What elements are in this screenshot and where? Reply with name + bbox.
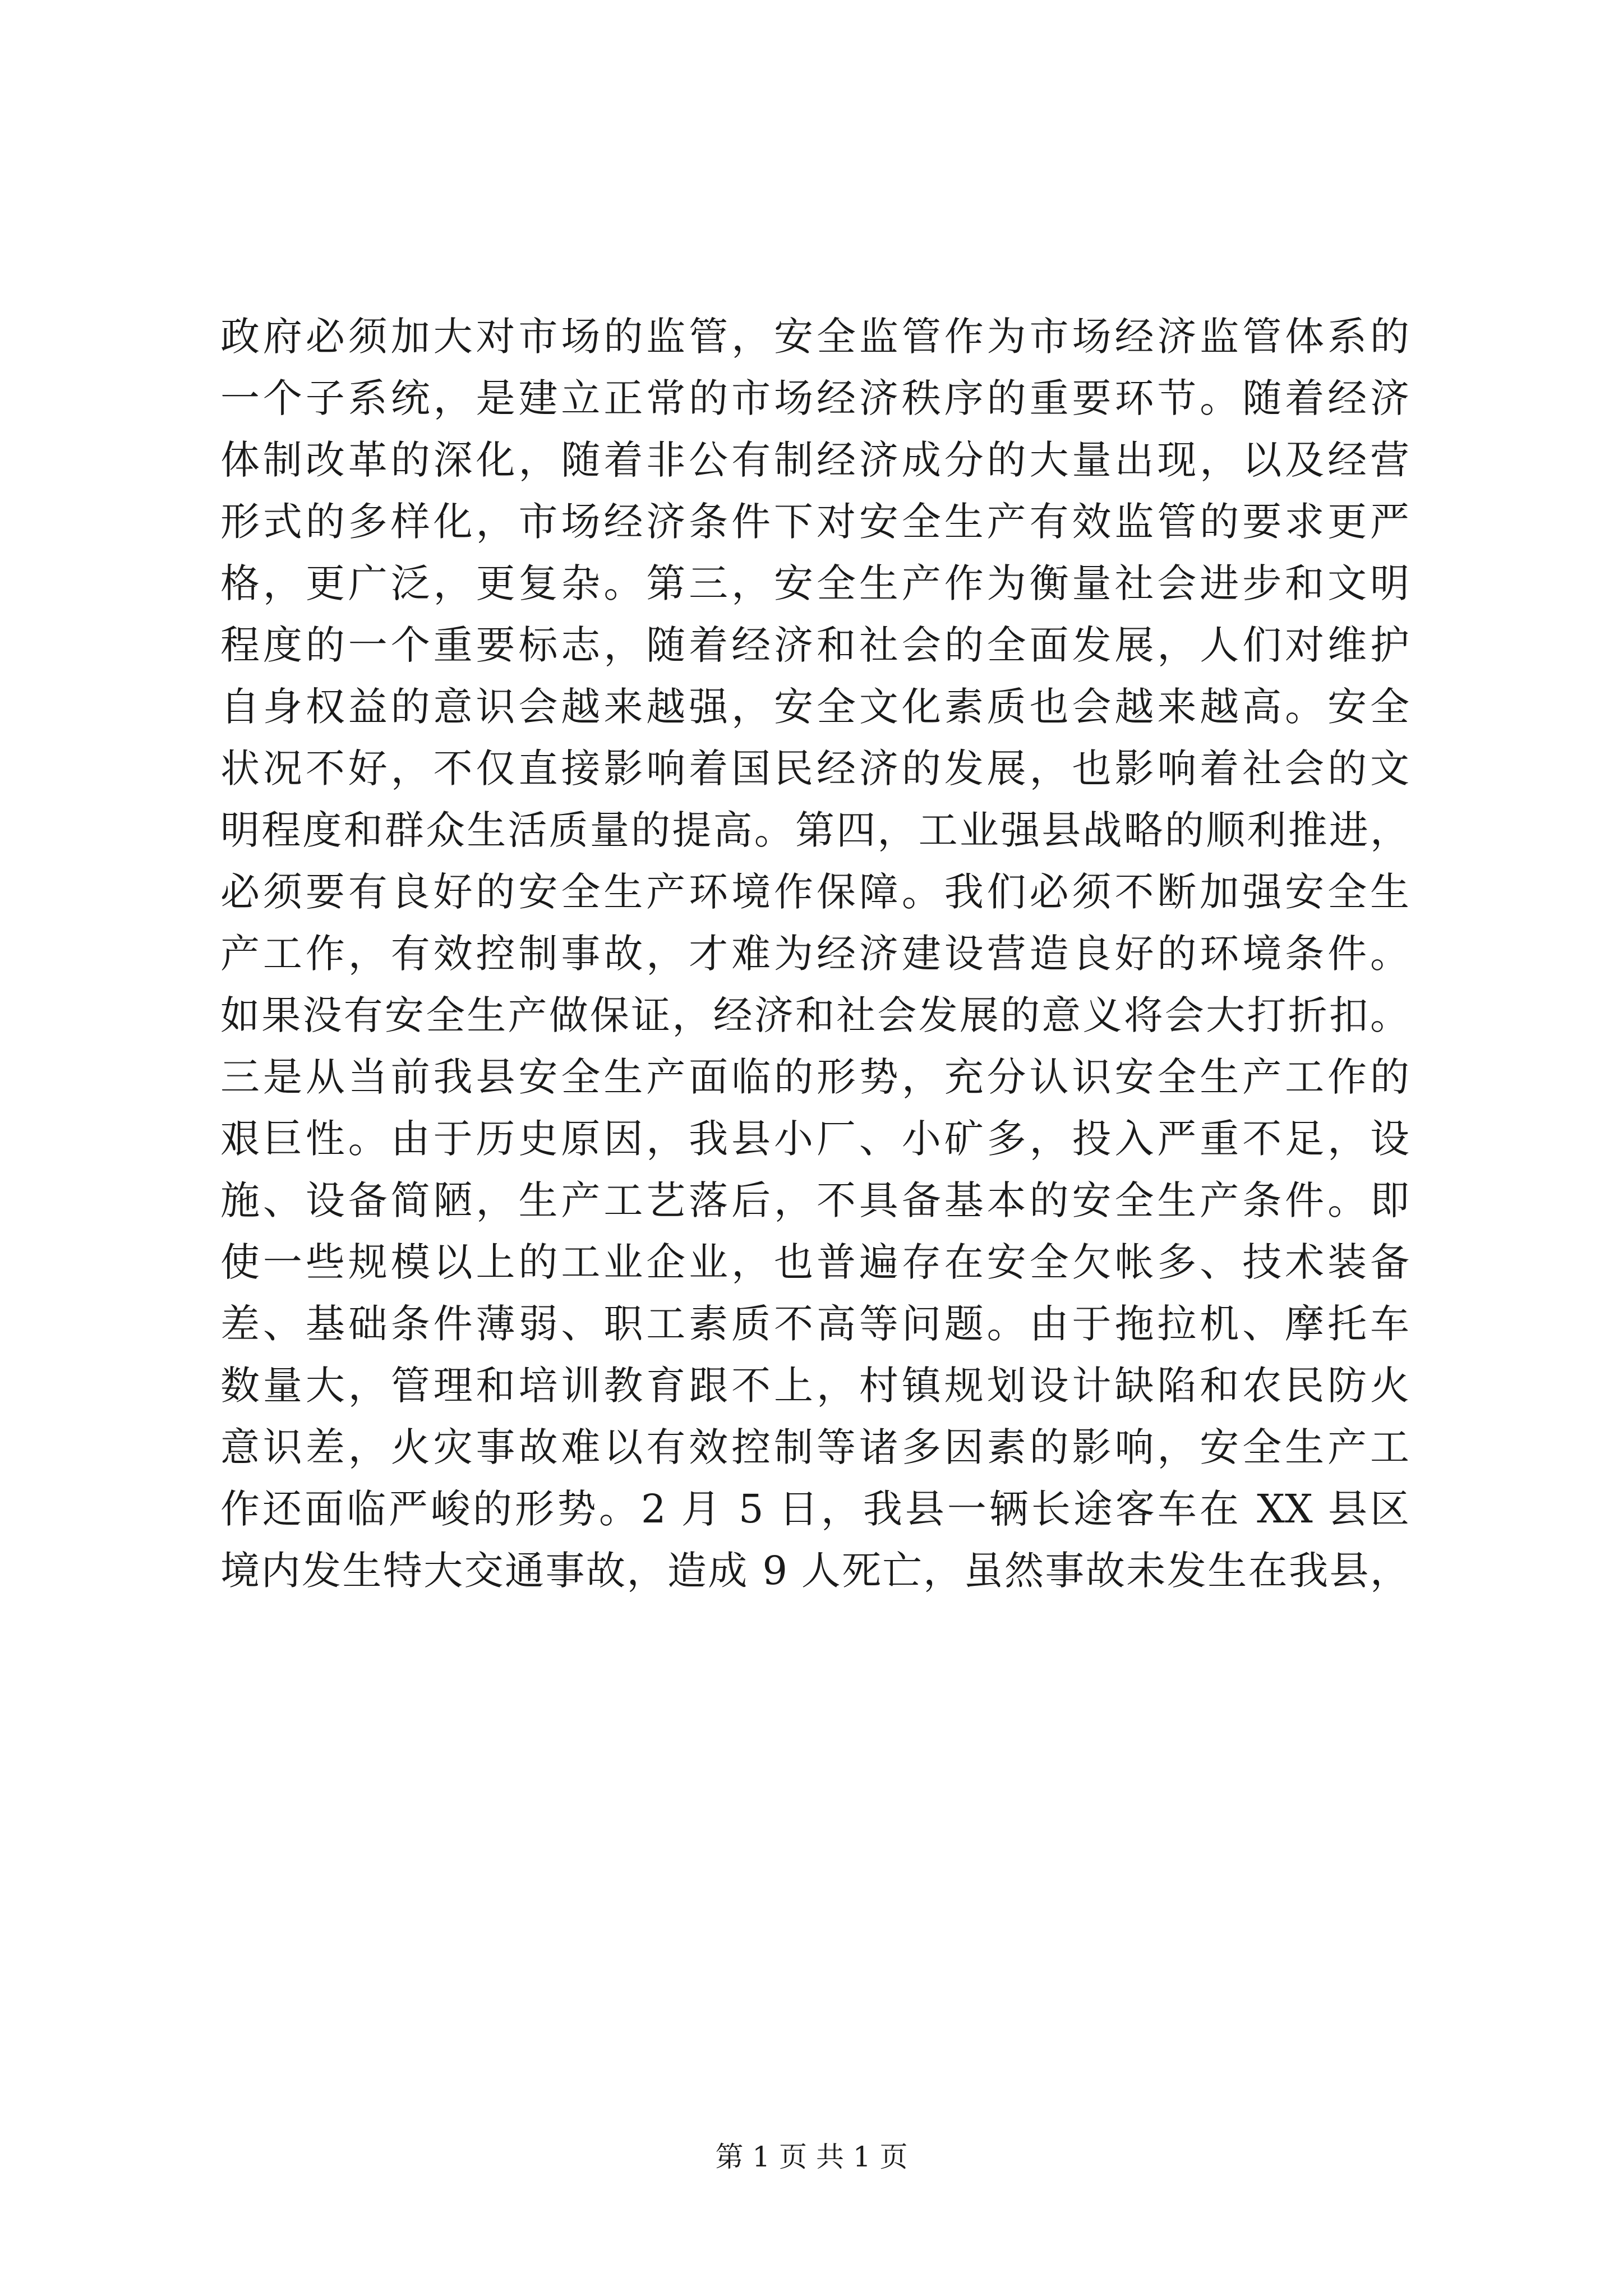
text-line: 政府必须加大对市场的监管，安全监管作为市场经济监管体系的 xyxy=(220,314,1409,360)
text-line: 自身权益的意识会越来越强，安全文化素质也会越来越高。安全 xyxy=(220,684,1409,730)
body-text xyxy=(220,306,1409,1602)
text-line: 作还面临严峻的形势。2 月 5 日，我县一辆长途客车在 XX 县区 xyxy=(220,1486,1409,1532)
text-line: 施、设备简陋，生产工艺落后，不具备基本的安全生产条件。即 xyxy=(220,1177,1409,1223)
text-line: 三是从当前我县安全生产面临的形势，充分认识安全生产工作的 xyxy=(220,1054,1409,1100)
text-line: 使一些规模以上的工业企业，也普遍存在安全欠帐多、技术装备 xyxy=(220,1239,1409,1285)
text-line: 如果没有安全生产做保证，经济和社会发展的意义将会大打折扣。 xyxy=(220,992,1409,1038)
text-line: 产工作，有效控制事故，才难为经济建设营造良好的环境条件。 xyxy=(220,931,1409,977)
text-line: 数量大，管理和培训教育跟不上，村镇规划设计缺陷和农民防火 xyxy=(220,1363,1409,1409)
text-line: 程度的一个重要标志，随着经济和社会的全面发展，人们对维护 xyxy=(220,622,1409,668)
text-line: 艰巨性。由于历史原因，我县小厂、小矿多，投入严重不足，设 xyxy=(220,1116,1409,1162)
text-line: 一个子系统，是建立正常的市场经济秩序的重要环节。随着经济 xyxy=(220,375,1409,421)
text-line: 格，更广泛，更复杂。第三，安全生产作为衡量社会进步和文明 xyxy=(220,560,1409,606)
text-line: 意识差，火灾事故难以有效控制等诸多因素的影响，安全生产工 xyxy=(220,1424,1409,1470)
text-line: 境内发生特大交通事故，造成 9 人死亡，虽然事故未发生在我县， xyxy=(220,1548,1409,1594)
text-line: 明程度和群众生活质量的提高。第四，工业强县战略的顺利推进， xyxy=(220,807,1409,853)
text-line: 必须要有良好的安全生产环境作保障。我们必须不断加强安全生 xyxy=(220,869,1409,915)
text-line: 形式的多样化，市场经济条件下对安全生产有效监管的要求更严 xyxy=(220,499,1409,545)
text-line: 状况不好，不仅直接影响着国民经济的发展，也影响着社会的文 xyxy=(220,746,1409,792)
text-line: 体制改革的深化，随着非公有制经济成分的大量出现，以及经营 xyxy=(220,437,1409,483)
text-line: 差、基础条件薄弱、职工素质不高等问题。由于拖拉机、摩托车 xyxy=(220,1301,1409,1347)
page-footer: 第 1 页 共 1 页 xyxy=(715,2141,908,2173)
